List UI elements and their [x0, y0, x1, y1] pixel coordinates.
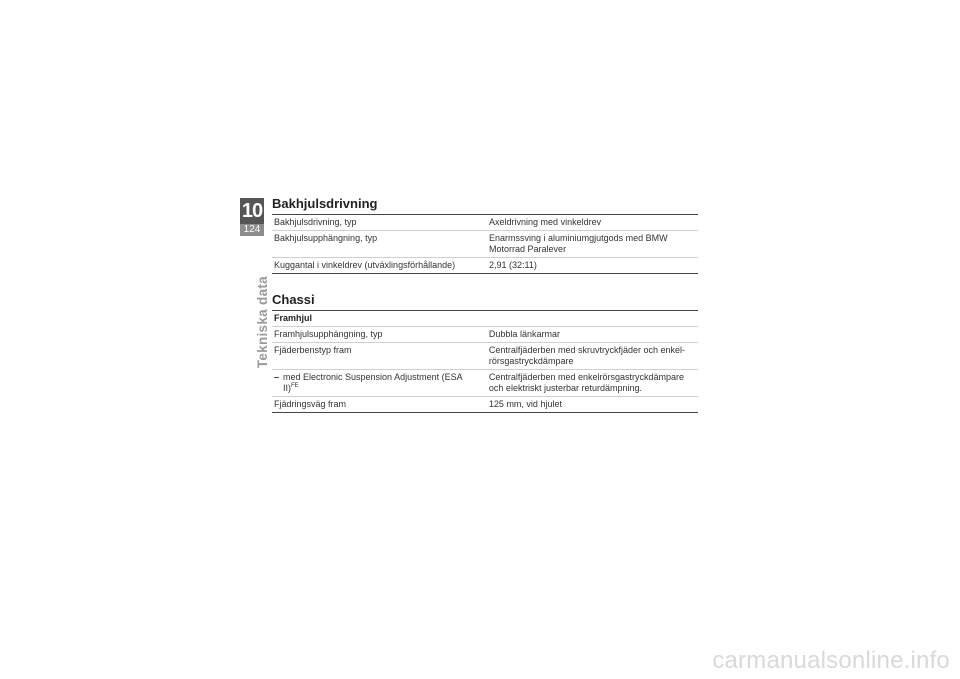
spec-label: Bakhjulsdrivning, typ [272, 215, 487, 231]
spec-label: Framhjulsupphängning, typ [272, 327, 487, 343]
spec-value [487, 343, 698, 370]
spec-label [272, 370, 487, 397]
chapter-number: 10 [241, 200, 263, 222]
table-row [272, 215, 698, 231]
dash-marker: – [274, 372, 280, 382]
spec-label: Bakhjulsupphängning, typ [272, 231, 487, 258]
spec-label: Fjäderbenstyp fram [272, 343, 487, 370]
spec-value-line: Centralfjäderben med skruvtryckfjäder och enkel- [488, 345, 686, 355]
section-title-chassi: Chassi [272, 292, 315, 307]
spec-value-line: och elektriskt justerbar returdämpning. [488, 383, 642, 393]
spec-label: Kuggantal i vinkeldrev (utväxlingsförhållande) [272, 258, 487, 274]
spec-value-line: rörsgastryckdämpare [488, 356, 574, 366]
chapter-tab [240, 198, 264, 236]
spec-label-line: med Electronic Suspension Adjustment (ESA [283, 372, 463, 382]
spec-label-line: II) [283, 383, 291, 393]
spec-value [487, 370, 698, 397]
page-content [272, 196, 698, 413]
spec-value-line: Enarmssving i aluminiumgjutgods med BMW [489, 233, 668, 243]
spec-table-chassi [272, 310, 698, 413]
page-number: 124 [240, 224, 264, 236]
section-title-bakhjulsdrivning: Bakhjulsdrivning [272, 196, 378, 211]
spec-value: 2,91 (32:11) [487, 258, 698, 274]
spec-value: 125 mm, vid hjulet [487, 397, 698, 413]
table-row [272, 231, 698, 258]
table-row [272, 370, 698, 397]
spec-value: Axeldrivning med vinkeldrev [487, 215, 698, 231]
table-row [272, 327, 698, 343]
footnote-marker: FE [291, 383, 299, 389]
table-row [272, 258, 698, 274]
spec-value-line: Motorrad Paralever [489, 244, 567, 254]
table-row [272, 343, 698, 370]
watermark: carmanualsonline.info [712, 647, 950, 674]
spec-value [487, 231, 698, 258]
spec-value: Dubbla länkarmar [487, 327, 698, 343]
spec-value-line: Centralfjäderben med enkelrörsgastryckdämpare [488, 372, 685, 382]
table-row [272, 397, 698, 413]
chapter-title: Tekniska data [255, 276, 270, 369]
spec-table-bakhjulsdrivning [272, 214, 698, 274]
spec-label: Fjädringsväg fram [272, 397, 487, 413]
table-row [272, 311, 698, 327]
table-subheading: Framhjul [272, 311, 698, 327]
